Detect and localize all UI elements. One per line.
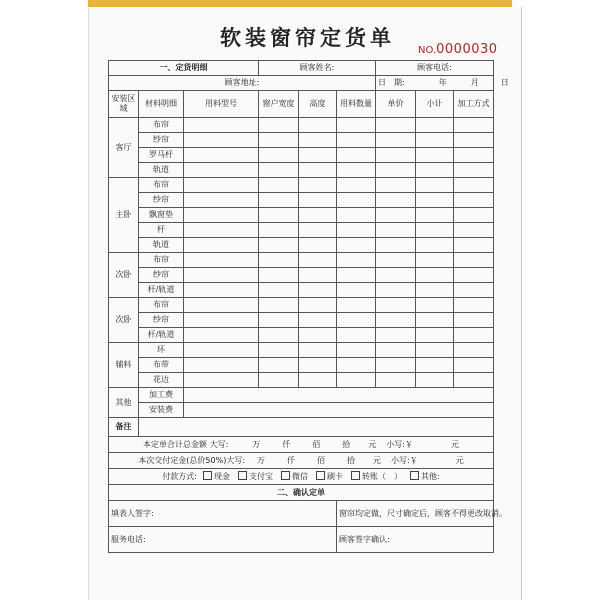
entry-cell[interactable]	[376, 328, 416, 343]
entry-cell[interactable]	[337, 208, 376, 223]
material-label: 花边	[139, 373, 184, 388]
material-label: 安装费	[139, 403, 184, 418]
entry-cell[interactable]	[454, 223, 494, 238]
payment-checkbox[interactable]	[203, 471, 212, 480]
entry-cell[interactable]	[299, 283, 337, 298]
entry-cell[interactable]	[184, 223, 259, 238]
entry-cell[interactable]	[184, 298, 259, 313]
item-row	[109, 148, 494, 163]
entry-cell[interactable]	[259, 238, 299, 253]
entry-cell[interactable]	[454, 283, 494, 298]
address-row	[109, 76, 494, 91]
entry-cell[interactable]	[259, 193, 299, 208]
entry-cell[interactable]	[376, 283, 416, 298]
entry-cell[interactable]	[416, 268, 454, 283]
item-row	[109, 358, 494, 373]
entry-cell[interactable]	[416, 208, 454, 223]
entry-cell[interactable]	[184, 133, 259, 148]
payment-option-label: 刷卡	[327, 472, 344, 481]
area-label: 次卧	[109, 298, 139, 343]
column-header: 小计	[416, 91, 454, 118]
entry-cell[interactable]	[376, 208, 416, 223]
order-form-table	[108, 60, 509, 553]
payment-option-label: 支付宝	[249, 472, 274, 481]
payment-option-label: 微信	[292, 472, 309, 481]
entry-cell[interactable]	[376, 313, 416, 328]
entry-cell[interactable]	[299, 148, 337, 163]
payment-checkbox[interactable]	[281, 471, 290, 480]
total-row	[109, 437, 494, 453]
entry-cell[interactable]	[416, 358, 454, 373]
entry-cell[interactable]	[337, 298, 376, 313]
item-row	[109, 238, 494, 253]
deposit-small: 小写:￥	[391, 455, 418, 465]
column-header: 窗户宽度	[259, 91, 299, 118]
entry-cell[interactable]	[454, 148, 494, 163]
entry-cell[interactable]	[184, 148, 259, 163]
payment-option-label: 其他:	[421, 472, 440, 481]
material-label: 布帘	[139, 178, 184, 193]
item-row	[109, 343, 494, 358]
entry-cell[interactable]	[299, 238, 337, 253]
entry-cell[interactable]	[259, 148, 299, 163]
entry-cell[interactable]	[376, 118, 416, 133]
entry-cell[interactable]	[416, 178, 454, 193]
entry-cell[interactable]	[416, 133, 454, 148]
item-row	[109, 193, 494, 208]
column-header: 高度	[299, 91, 337, 118]
entry-cell[interactable]	[259, 163, 299, 178]
entry-cell[interactable]	[259, 373, 299, 388]
entry-cell[interactable]	[454, 253, 494, 268]
entry-cell[interactable]	[259, 283, 299, 298]
entry-cell[interactable]	[416, 373, 454, 388]
entry-cell[interactable]	[337, 148, 376, 163]
customer-name-field[interactable]: 顾客姓名:	[259, 61, 376, 76]
entry-cell[interactable]	[184, 403, 494, 418]
entry-cell[interactable]	[184, 238, 259, 253]
entry-cell[interactable]	[337, 283, 376, 298]
material-label: 轨道	[139, 238, 184, 253]
entry-cell[interactable]	[184, 283, 259, 298]
entry-cell[interactable]	[416, 253, 454, 268]
serial-number	[418, 42, 498, 57]
date-field[interactable]	[376, 76, 509, 91]
material-label: 罗马杆	[139, 148, 184, 163]
customer-signature-field[interactable]: 顾客签字确认:	[337, 527, 494, 553]
area-label: 辅料	[109, 343, 139, 388]
remarks-label: 备注	[109, 418, 139, 437]
date-day: 日	[500, 78, 509, 87]
total-bai: 佰	[312, 439, 321, 449]
material-label: 纱帘	[139, 193, 184, 208]
entry-cell[interactable]	[184, 328, 259, 343]
entry-cell[interactable]	[337, 133, 376, 148]
column-header: 加工方式	[454, 91, 494, 118]
entry-cell[interactable]	[299, 343, 337, 358]
entry-cell[interactable]	[259, 208, 299, 223]
material-label: 杆/轨道	[139, 283, 184, 298]
item-row	[109, 133, 494, 148]
entry-cell[interactable]	[376, 298, 416, 313]
payment-option-label: 现金	[214, 472, 231, 481]
customer-address-field[interactable]: 顾客地址:	[109, 76, 376, 91]
material-label: 杆	[139, 223, 184, 238]
entry-cell[interactable]	[376, 193, 416, 208]
item-row	[109, 373, 494, 388]
entry-cell[interactable]	[337, 373, 376, 388]
column-header: 用料型号	[184, 91, 259, 118]
deposit-label: 本次交付定金(总价50%)大写:	[138, 455, 246, 465]
entry-cell[interactable]	[299, 118, 337, 133]
material-label: 轨道	[139, 163, 184, 178]
entry-cell[interactable]	[259, 298, 299, 313]
entry-cell[interactable]	[299, 163, 337, 178]
entry-cell[interactable]	[416, 193, 454, 208]
item-row	[109, 388, 494, 403]
item-row	[109, 268, 494, 283]
material-label: 布帘	[139, 253, 184, 268]
entry-cell[interactable]	[299, 178, 337, 193]
entry-cell[interactable]	[454, 373, 494, 388]
entry-cell[interactable]	[416, 118, 454, 133]
material-label: 布帘	[139, 118, 184, 133]
entry-cell[interactable]	[337, 313, 376, 328]
entry-cell[interactable]	[259, 268, 299, 283]
entry-cell[interactable]	[376, 238, 416, 253]
section1-row	[109, 61, 494, 76]
payment-method-field	[109, 469, 494, 485]
entry-cell[interactable]	[259, 343, 299, 358]
date-label: 日 期:	[378, 78, 405, 87]
entry-cell[interactable]	[259, 133, 299, 148]
entry-cell[interactable]	[337, 178, 376, 193]
confirm-row-2	[109, 527, 494, 553]
customer-phone-field[interactable]: 顾客电话:	[376, 61, 494, 76]
entry-cell[interactable]	[299, 328, 337, 343]
entry-cell[interactable]	[184, 253, 259, 268]
item-row	[109, 163, 494, 178]
item-row	[109, 283, 494, 298]
material-label: 布带	[139, 358, 184, 373]
entry-cell[interactable]	[299, 298, 337, 313]
entry-cell[interactable]	[376, 223, 416, 238]
entry-cell[interactable]	[416, 283, 454, 298]
entry-cell[interactable]	[184, 373, 259, 388]
entry-cell[interactable]	[299, 268, 337, 283]
date-month: 月	[470, 78, 479, 87]
payment-checkbox[interactable]	[351, 471, 360, 480]
entry-cell[interactable]	[454, 358, 494, 373]
entry-cell[interactable]	[259, 328, 299, 343]
item-row	[109, 328, 494, 343]
entry-cell[interactable]	[416, 238, 454, 253]
deposit-yuan2: 元	[455, 455, 464, 465]
confirm-row-1	[109, 501, 494, 527]
entry-cell[interactable]	[454, 313, 494, 328]
entry-cell[interactable]	[376, 343, 416, 358]
entry-cell[interactable]	[454, 178, 494, 193]
material-label: 布帘	[139, 298, 184, 313]
entry-cell[interactable]	[337, 358, 376, 373]
entry-cell[interactable]	[184, 388, 494, 403]
payment-option-label: 转账（ ）	[362, 472, 403, 481]
entry-cell[interactable]	[416, 343, 454, 358]
entry-cell[interactable]	[259, 178, 299, 193]
total-yuan2: 元	[450, 439, 459, 449]
entry-cell[interactable]	[416, 298, 454, 313]
entry-cell[interactable]	[299, 253, 337, 268]
entry-cell[interactable]	[184, 178, 259, 193]
material-label: 杆/轨道	[139, 328, 184, 343]
entry-cell[interactable]	[259, 118, 299, 133]
entry-cell[interactable]	[259, 253, 299, 268]
entry-cell[interactable]	[454, 343, 494, 358]
entry-cell[interactable]	[259, 358, 299, 373]
filler-signature-field[interactable]: 填表人签字:	[109, 501, 337, 527]
material-label: 纱帘	[139, 268, 184, 283]
total-label: 本定单合计总金额 大写:	[143, 439, 229, 449]
column-header: 安装区域	[109, 91, 139, 118]
entry-cell[interactable]	[184, 208, 259, 223]
column-header: 单价	[376, 91, 416, 118]
total-qian: 仟	[282, 439, 291, 449]
entry-cell[interactable]	[184, 268, 259, 283]
service-phone-field[interactable]: 服务电话:	[109, 527, 337, 553]
entry-cell[interactable]	[376, 253, 416, 268]
deposit-qian: 仟	[287, 455, 296, 465]
entry-cell[interactable]	[416, 328, 454, 343]
entry-cell[interactable]	[376, 163, 416, 178]
entry-cell[interactable]	[416, 223, 454, 238]
material-label: 环	[139, 343, 184, 358]
entry-cell[interactable]	[299, 358, 337, 373]
section1-title: 一、定货明细	[109, 61, 259, 76]
item-row	[109, 118, 494, 133]
form-title: 软装窗帘定货单	[220, 26, 395, 50]
entry-cell[interactable]	[184, 163, 259, 178]
entry-cell[interactable]	[454, 298, 494, 313]
entry-cell[interactable]	[184, 343, 259, 358]
entry-cell[interactable]	[299, 223, 337, 238]
area-label: 次卧	[109, 253, 139, 298]
item-row	[109, 223, 494, 238]
entry-cell[interactable]	[337, 343, 376, 358]
remarks-row	[109, 418, 494, 437]
entry-cell[interactable]	[299, 133, 337, 148]
item-rows	[109, 118, 494, 418]
entry-cell[interactable]	[299, 193, 337, 208]
deposit-amount-field[interactable]	[109, 453, 494, 469]
entry-cell[interactable]	[299, 373, 337, 388]
entry-cell[interactable]	[376, 268, 416, 283]
item-row	[109, 253, 494, 268]
section2-row	[109, 485, 494, 501]
entry-cell[interactable]	[376, 133, 416, 148]
item-row	[109, 208, 494, 223]
material-label: 加工费	[139, 388, 184, 403]
order-notice: 窗帘均定做，尺寸确定后，顾客不得更改取消。	[337, 501, 494, 527]
total-amount-field[interactable]	[109, 437, 494, 453]
entry-cell[interactable]	[376, 148, 416, 163]
serial-digits: 0000030	[436, 42, 498, 57]
deposit-bai: 佰	[317, 455, 326, 465]
yellow-binding-strip	[88, 0, 512, 7]
material-label: 纱帘	[139, 313, 184, 328]
entry-cell[interactable]	[376, 358, 416, 373]
date-year: 年	[438, 78, 447, 87]
entry-cell[interactable]	[416, 148, 454, 163]
payment-label: 付款方式:	[162, 472, 198, 481]
area-label: 其他	[109, 388, 139, 418]
entry-cell[interactable]	[454, 133, 494, 148]
payment-checkbox[interactable]	[238, 471, 247, 480]
area-label: 客厅	[109, 118, 139, 178]
serial-prefix: NO.	[418, 45, 437, 56]
entry-cell[interactable]	[454, 328, 494, 343]
entry-cell[interactable]	[337, 253, 376, 268]
entry-cell[interactable]	[337, 118, 376, 133]
deposit-shi: 拾	[347, 455, 356, 465]
payment-row	[109, 469, 494, 485]
deposit-wan: 万	[257, 455, 266, 465]
entry-cell[interactable]	[299, 313, 337, 328]
entry-cell[interactable]	[184, 313, 259, 328]
item-row	[109, 178, 494, 193]
item-row	[109, 298, 494, 313]
entry-cell[interactable]	[299, 208, 337, 223]
entry-cell[interactable]	[376, 178, 416, 193]
entry-cell[interactable]	[454, 268, 494, 283]
entry-cell[interactable]	[337, 193, 376, 208]
entry-cell[interactable]	[454, 118, 494, 133]
entry-cell[interactable]	[454, 238, 494, 253]
entry-cell[interactable]	[454, 163, 494, 178]
entry-cell[interactable]	[184, 358, 259, 373]
material-label: 纱帘	[139, 133, 184, 148]
item-row	[109, 313, 494, 328]
entry-cell[interactable]	[416, 163, 454, 178]
total-yuan: 元	[368, 439, 377, 449]
entry-cell[interactable]	[337, 163, 376, 178]
entry-cell[interactable]	[259, 223, 299, 238]
total-shi: 拾	[342, 439, 351, 449]
area-label: 主卧	[109, 178, 139, 253]
entry-cell[interactable]	[184, 193, 259, 208]
total-wan: 万	[252, 439, 261, 449]
entry-cell[interactable]	[259, 313, 299, 328]
column-header-row	[109, 91, 494, 118]
remarks-field[interactable]	[139, 418, 494, 437]
entry-cell[interactable]	[337, 223, 376, 238]
payment-checkbox[interactable]	[316, 471, 325, 480]
column-header: 材料明细	[139, 91, 184, 118]
payment-checkbox[interactable]	[410, 471, 419, 480]
deposit-yuan: 元	[373, 455, 382, 465]
total-small: 小写:￥	[386, 439, 413, 449]
column-header: 用料数量	[337, 91, 376, 118]
entry-cell[interactable]	[184, 118, 259, 133]
entry-cell[interactable]	[337, 328, 376, 343]
entry-cell[interactable]	[454, 193, 494, 208]
entry-cell[interactable]	[454, 208, 494, 223]
item-row	[109, 403, 494, 418]
deposit-row	[109, 453, 494, 469]
entry-cell[interactable]	[416, 313, 454, 328]
entry-cell[interactable]	[376, 373, 416, 388]
entry-cell[interactable]	[337, 238, 376, 253]
section2-title: 二、确认定单	[109, 485, 494, 501]
material-label: 飘窗垫	[139, 208, 184, 223]
entry-cell[interactable]	[337, 268, 376, 283]
